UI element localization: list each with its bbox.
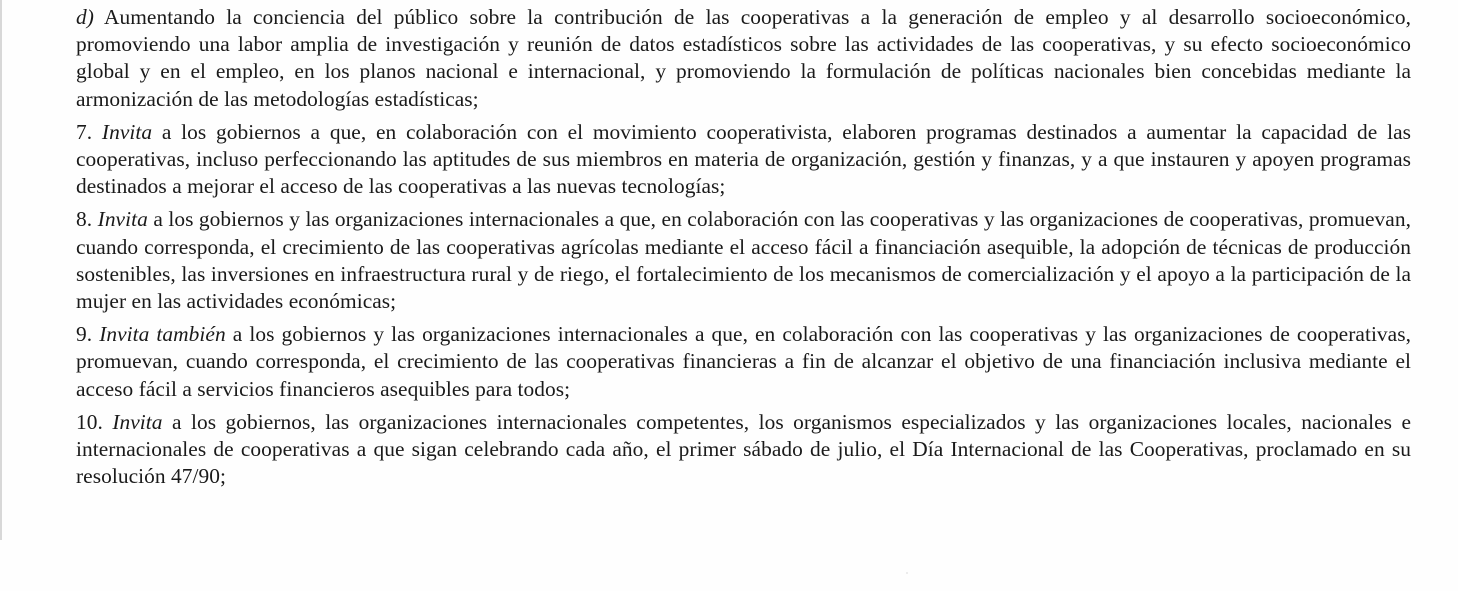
paragraph-9 <box>76 321 1411 403</box>
paragraph-d <box>76 4 1411 113</box>
operative-verb: Invita también <box>99 322 226 347</box>
page-edge-shadow <box>0 0 2 540</box>
paragraph-number: 7. <box>76 119 93 144</box>
paragraph-10 <box>76 409 1411 491</box>
operative-verb: Invita <box>112 409 163 434</box>
operative-verb: Invita <box>101 119 153 144</box>
paragraph-8 <box>76 206 1411 315</box>
paragraph-number: 10. <box>76 409 103 434</box>
paragraph-marker: d) <box>76 5 94 29</box>
paragraph-number: 8. <box>76 207 93 232</box>
paragraph-body: a los gobiernos y las organizaciones internacionales a que, en colaboración con las cooperativas y las organizaciones de cooperativas, promuevan, cuando corresponda, el crecimiento de las cooperativas agrícolas mediante el acceso fácil a financiación asequible, la adopción de técnicas de producción sostenibles, las inversiones en infraestructura rural y de riego, el fortalecimiento de los mecanismos de comercialización y el apoyo a la participación de la mujer en las actividades económicas; <box>76 207 1411 314</box>
scan-speck <box>906 572 908 574</box>
paragraph-7 <box>76 119 1411 201</box>
paragraph-body: a los gobiernos, las organizaciones internacionales competentes, los organismos especializados y las organizaciones locales, nacionales e internacionales de cooperativas a que sigan celebrando cada año, el primer sábado de julio, el Día Internacional de las Cooperativas, proclamado en su resolución 47/90; <box>76 409 1411 489</box>
paragraph-body: a los gobiernos y las organizaciones internacionales a que, en colaboración con las cooperativas y las organizaciones de cooperativas, promuevan, cuando corresponda, el crecimiento de las cooperativas financieras a fin de alcanzar el objetivo de una financiación inclusiva mediante el acceso fácil a servicios financieros asequibles para todos; <box>76 322 1411 401</box>
operative-verb: Invita <box>97 207 148 232</box>
paragraph-body: a los gobiernos a que, en colaboración con el movimiento cooperativista, elaboren programas destinados a aumentar la capacidad de las cooperativas, incluso perfeccionando las aptitudes de sus miembros en materia de organización, gestión y finanzas, y a que instauren y apoyen programas destinados a mejorar el acceso de las cooperativas a las nuevas tecnologías; <box>76 119 1411 199</box>
paragraph-number: 9. <box>76 322 93 347</box>
paragraph-body: Aumentando la conciencia del público sobre la contribución de las cooperativas a la generación de empleo y al desarrollo socioeconómico, promoviendo una labor amplia de investigación y reunión de datos estadísticos sobre las actividades de las cooperativas, y su efecto socioeconómico global y en el empleo, en los planos nacional e internacional, y promoviendo la formulación de políticas nacionales bien concebidas mediante la armonización de las metodologías estadísticas; <box>76 5 1411 111</box>
resolution-text <box>76 4 1411 496</box>
